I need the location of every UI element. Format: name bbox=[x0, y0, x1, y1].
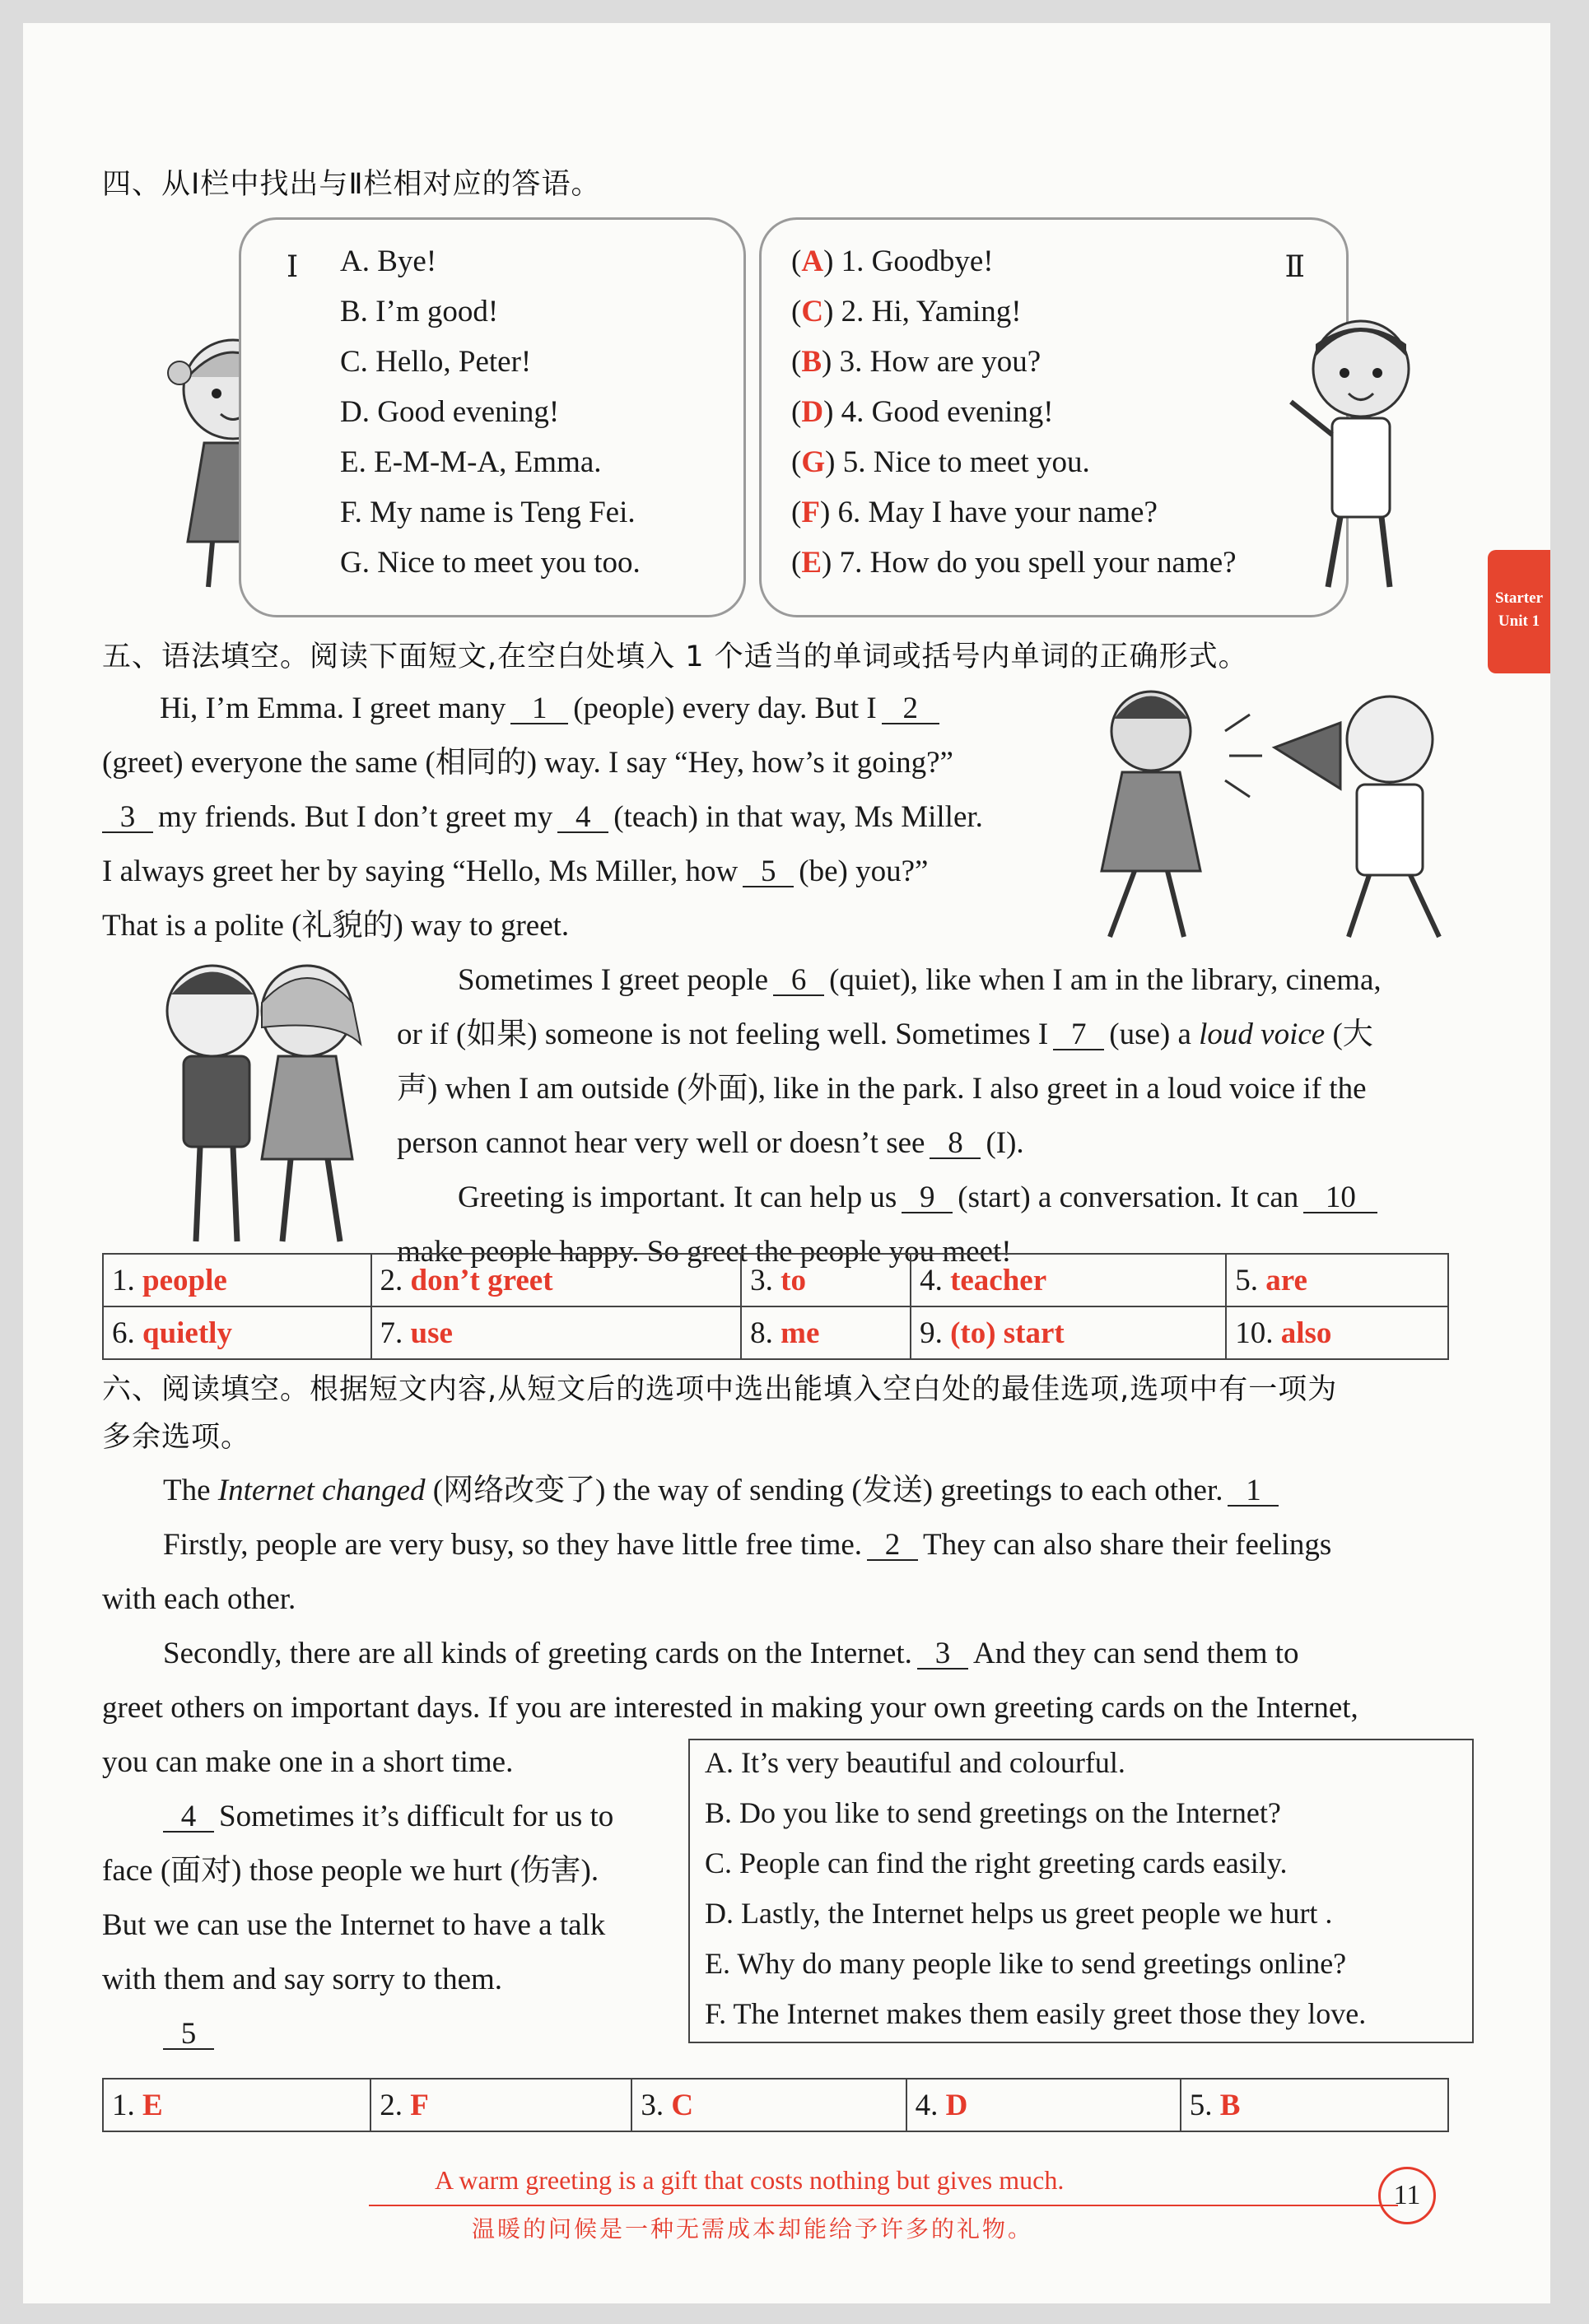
col1-item: G. Nice to meet you too. bbox=[340, 546, 641, 580]
answer-letter: F bbox=[801, 496, 820, 529]
answer-cell: 5. B bbox=[1181, 2079, 1448, 2131]
blank-9: 9 bbox=[902, 1184, 953, 1213]
answer-letter: A bbox=[801, 245, 824, 278]
col2-item: (E) 7. How do you spell your name? bbox=[791, 546, 1237, 580]
answer-cell: 2. F bbox=[370, 2079, 631, 2131]
blank-10: 10 bbox=[1303, 1184, 1377, 1213]
answer-cell: 6. quietly bbox=[103, 1306, 371, 1359]
option-item: E. Why do many people like to send greetings online? bbox=[705, 1947, 1347, 1980]
answer-cell: 1. people bbox=[103, 1254, 371, 1306]
column-1-label: Ⅰ bbox=[287, 250, 299, 283]
unit-side-tab bbox=[1488, 550, 1550, 673]
blank-7: 7 bbox=[1053, 1021, 1104, 1050]
answer-cell: 5. are bbox=[1226, 1254, 1448, 1306]
answer-cell: 2. don’t greet bbox=[371, 1254, 742, 1306]
section4-heading: 四、从Ⅰ栏中找出与Ⅱ栏相对应的答语。 bbox=[102, 168, 601, 201]
answer-cell: 9. (to) start bbox=[911, 1306, 1226, 1359]
workbook-page bbox=[23, 23, 1550, 2303]
answer-letter: D bbox=[801, 395, 824, 429]
option-item: F. The Internet makes them easily greet those they love. bbox=[705, 1997, 1367, 2030]
section6-heading-line2: 多余选项。 bbox=[102, 1421, 251, 1454]
blank-5: 5 bbox=[163, 2020, 214, 2050]
footer-divider bbox=[369, 2205, 1398, 2206]
answer-letter: G bbox=[801, 445, 826, 479]
section6-passage: The Internet changed (网络改变了) the way of sending (发送) greetings to each other. 1 Firstly, people are very busy, so they have little free time. 2 They can also share their feelings with each other. Secondly, there are all kinds of greeting cards on the Internet. 3 And they can send them to greet others on important days. If you are interested in making your own greeting cards on the Internet, you can make one in a short time. 4 Sometimes it’s difficult for us to face (面对) those people we hurt (伤害). But we can use the Internet to have a talk with them and say sorry to them. 5 bbox=[102, 1474, 1358, 2051]
section5-heading: 五、语法填空。阅读下面短文,在空白处填入 1 个适当的单词或括号内单词的正确形式。 bbox=[102, 640, 1248, 673]
col1-item: C. Hello, Peter! bbox=[340, 345, 532, 379]
blank-3: 3 bbox=[102, 803, 153, 833]
col2-item: (G) 5. Nice to meet you. bbox=[791, 445, 1090, 479]
section6-heading-line1: 六、阅读填空。根据短文内容,从短文后的选项中选出能填入空白处的最佳选项,选项中有一项为 bbox=[102, 1373, 1338, 1406]
option-item: A. It’s very beautiful and colourful. bbox=[705, 1746, 1125, 1779]
footer-quote-cn: 温暖的问候是一种无需成本却能给予许多的礼物。 bbox=[472, 2215, 1034, 2242]
footer-quote-en: A warm greeting is a gift that costs nothing but gives much. bbox=[435, 2165, 1065, 2195]
answer-cell: 3. to bbox=[741, 1254, 911, 1306]
col1-item: A. Bye! bbox=[340, 245, 437, 278]
blank-5: 5 bbox=[743, 858, 794, 887]
option-item: C. People can find the right greeting cards easily. bbox=[705, 1847, 1288, 1879]
blank-2: 2 bbox=[867, 1531, 918, 1561]
answer-letter: C bbox=[801, 295, 824, 328]
answer-letter: E bbox=[801, 546, 822, 580]
blank-1: 1 bbox=[510, 695, 568, 724]
options-box bbox=[688, 1739, 1474, 2043]
answer-letter: B bbox=[801, 345, 822, 379]
page-number: 11 bbox=[1378, 2167, 1436, 2224]
col2-item: (C) 2. Hi, Yaming! bbox=[791, 295, 1022, 328]
col1-item: F. My name is Teng Fei. bbox=[340, 496, 636, 529]
answer-cell: 1. E bbox=[103, 2079, 370, 2131]
option-item: B. Do you like to send greetings on the Internet? bbox=[705, 1796, 1281, 1829]
blank-1: 1 bbox=[1228, 1477, 1279, 1507]
blank-6: 6 bbox=[773, 966, 824, 996]
section5-paragraph-2: Sometimes I greet people 6 (quiet), like when I am in the library, cinema, or if (如果) someone is not feeling well. Sometimes I 7 (use) a loud voice (大 声) when I am outside (外面), like in the park. I also greet in a loud voice if the person cannot hear very well or doesn’t see 8 (I). Greeting is important. It can help us 9 (start) a conversation. It can 10 make people happy. So greet the people you meet! bbox=[397, 963, 1382, 1269]
blank-8: 8 bbox=[930, 1129, 981, 1159]
column-1-bubble bbox=[239, 217, 746, 617]
col2-item: (F) 6. May I have your name? bbox=[791, 496, 1158, 529]
option-item: D. Lastly, the Internet helps us greet people we hurt . bbox=[705, 1897, 1333, 1930]
col1-item: E. E-M-M-A, Emma. bbox=[340, 445, 602, 479]
col1-item: B. I’m good! bbox=[340, 295, 499, 328]
col1-item: D. Good evening! bbox=[340, 395, 560, 429]
section6-answer-table bbox=[102, 2078, 1449, 2132]
answer-cell: 8. me bbox=[741, 1306, 911, 1359]
tab-line-1: Starter bbox=[1494, 589, 1544, 607]
column-2-list bbox=[791, 236, 1237, 588]
answer-cell: 4. D bbox=[906, 2079, 1181, 2131]
col2-item: (A) 1. Goodbye! bbox=[791, 245, 994, 278]
answer-cell: 7. use bbox=[371, 1306, 742, 1359]
section5-paragraph-1: Hi, I’m Emma. I greet many 1 (people) every day. But I 2 (greet) everyone the same (相同的) way. I say “Hey, how’s it going?” 3 my friends. But I don’t greet my 4 (teach) in that way, Ms Miller. I always greet her by saying “Hello, Ms Miller, how 5 (be) you?” That is a polite (礼貌的) way to greet. bbox=[102, 692, 983, 943]
whisper-illustration bbox=[138, 945, 402, 1258]
blank-4: 4 bbox=[557, 803, 608, 833]
column-2-label: Ⅱ bbox=[1284, 250, 1305, 283]
blank-3: 3 bbox=[917, 1640, 968, 1670]
megaphone-illustration bbox=[1077, 673, 1472, 945]
tab-line-2: Unit 1 bbox=[1498, 612, 1540, 630]
answer-cell: 10. also bbox=[1226, 1306, 1448, 1359]
col2-item: (D) 4. Good evening! bbox=[791, 395, 1054, 429]
blank-4: 4 bbox=[163, 1803, 214, 1833]
column-1-list bbox=[340, 236, 641, 588]
column-2-bubble bbox=[759, 217, 1349, 617]
answer-cell: 4. teacher bbox=[911, 1254, 1226, 1306]
section5-answer-table bbox=[102, 1253, 1449, 1360]
boy-illustration bbox=[1283, 311, 1431, 599]
answer-cell: 3. C bbox=[631, 2079, 906, 2131]
col2-item: (B) 3. How are you? bbox=[791, 345, 1041, 379]
blank-2: 2 bbox=[882, 695, 939, 724]
